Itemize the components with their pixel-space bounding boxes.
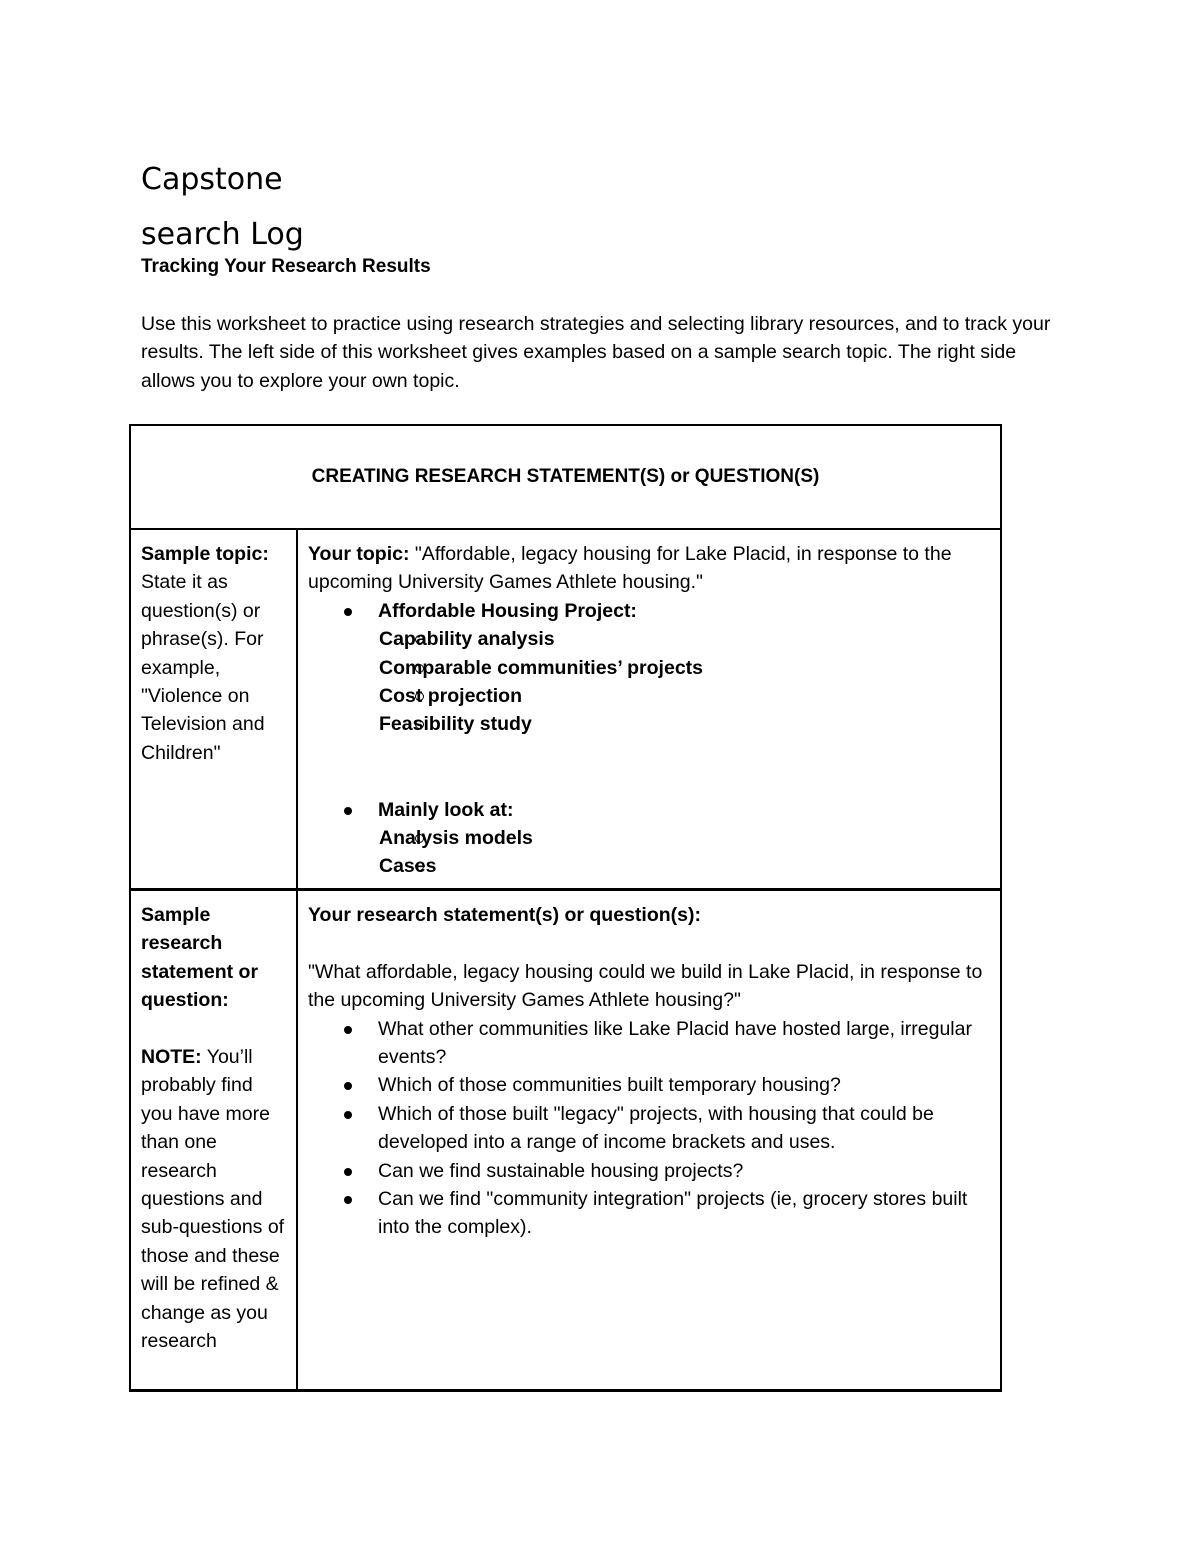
list-item <box>308 597 991 739</box>
sub-bullet-text: Feasibility study <box>379 713 532 736</box>
table-row <box>130 529 1001 890</box>
bullet-text: What other communities like Lake Placid have hosted large, irregular events? <box>378 1017 972 1069</box>
sub-bullet-list <box>378 625 991 739</box>
table-heading: CREATING RESEARCH STATEMENT(S) or QUESTION(S) <box>130 425 1001 529</box>
bullet-icon <box>344 1082 352 1090</box>
your-topic-text: "Affordable, legacy housing for Lake Placid, in response to the upcoming University Games Athlete housing." <box>308 543 952 594</box>
sub-bullet-text: Cost projection <box>379 685 523 708</box>
your-topic-cell <box>297 529 1001 890</box>
sample-topic-cell <box>130 529 297 890</box>
list-item <box>308 710 991 738</box>
list-item <box>308 1071 991 1099</box>
bullet-label: Mainly look at: <box>378 798 514 821</box>
topic-bullet-list-2 <box>308 796 991 881</box>
document-title: Capstone <box>141 162 283 197</box>
research-question: "What affordable, legacy housing could we build in Lake Placid, in response to the upcoming University Games Athlete housing?" <box>308 960 983 1012</box>
note-text: You’ll probably find you have more than one research questions and sub-questions of those and these will be refined & change as you research <box>141 1046 285 1353</box>
sample-topic-label: Sample topic: <box>141 543 269 565</box>
list-item <box>308 682 991 710</box>
question-bullet-list <box>308 1015 991 1242</box>
hollow-bullet-icon <box>415 834 424 843</box>
bullet-label: Affordable Housing Project: <box>378 599 637 622</box>
list-item <box>308 625 991 653</box>
bullet-icon <box>344 1168 352 1176</box>
topic-bullet-list <box>308 597 991 739</box>
sample-statement-cell <box>130 890 297 1391</box>
bullet-text: Which of those communities built temporary housing? <box>378 1074 841 1097</box>
sub-bullet-text: Cases <box>379 855 437 878</box>
table-row <box>130 890 1001 1391</box>
bullet-icon <box>344 1111 352 1119</box>
note-label: NOTE: <box>141 1046 202 1069</box>
document-subtitle: Tracking Your Research Results <box>141 256 431 277</box>
table-header-row <box>130 425 1001 529</box>
document-title-line-2: search Log <box>141 217 304 252</box>
sub-bullet-text: Capability analysis <box>379 628 555 651</box>
list-item <box>308 824 991 852</box>
hollow-bullet-icon <box>415 664 424 673</box>
research-log-table <box>129 424 1002 1392</box>
sample-statement-label: Sample research statement or question: <box>141 904 259 1012</box>
sub-bullet-text: Comparable communities’ projects <box>379 656 704 679</box>
list-item <box>308 1015 991 1072</box>
sub-bullet-list <box>378 824 991 881</box>
sub-bullet-text: Analysis models <box>379 827 533 850</box>
bullet-text: Can we find "community integration" projects (ie, grocery stores built into the complex). <box>378 1188 968 1239</box>
intro-paragraph <box>141 310 1061 395</box>
hollow-bullet-icon <box>415 692 424 701</box>
bullet-icon <box>344 1026 352 1034</box>
list-item <box>308 852 991 880</box>
your-statement-cell <box>297 890 1001 1391</box>
list-item <box>308 1157 991 1185</box>
list-item <box>308 1185 991 1242</box>
sample-topic-text: State it as question(s) or phrase(s). For example, "Violence on Television and Children" <box>141 571 265 764</box>
bullet-icon <box>344 807 352 815</box>
list-item <box>308 1100 991 1157</box>
bullet-text: Which of those built "legacy" projects, with housing that could be developed into a range of income brackets and uses. <box>378 1102 934 1154</box>
your-topic-label: Your topic: <box>308 543 410 565</box>
intro-text: Use this worksheet to practice using research strategies and selecting library resources, and to track your results. The left side of this worksheet gives examples based on a sample search topic. The right side allows you to explore your own topic. <box>141 313 1051 392</box>
bullet-icon <box>344 1196 352 1204</box>
bullet-icon <box>344 608 352 616</box>
bullet-text: Can we find sustainable housing projects? <box>378 1159 744 1182</box>
list-item <box>308 654 991 682</box>
list-item <box>308 796 991 881</box>
your-statement-label: Your research statement(s) or question(s): <box>308 904 701 926</box>
